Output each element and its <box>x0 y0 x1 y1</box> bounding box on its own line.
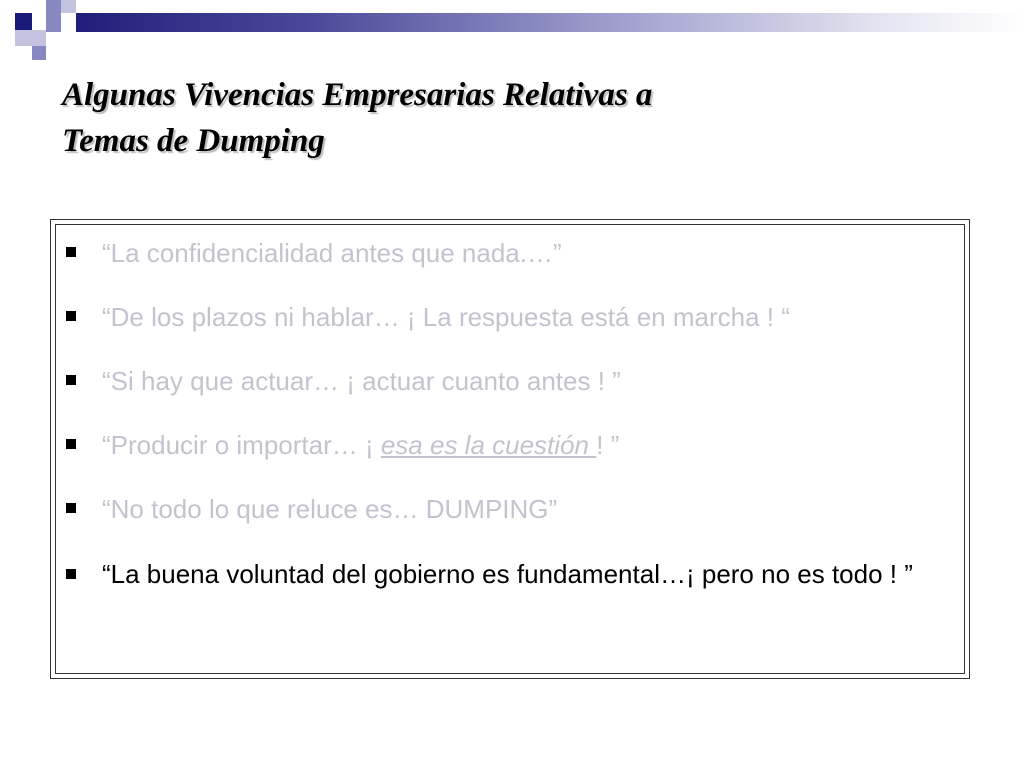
square-bullet-icon <box>66 439 76 449</box>
header-square-light-3 <box>15 30 32 46</box>
square-bullet-icon <box>66 247 76 257</box>
square-bullet-icon <box>66 569 76 579</box>
header-square-light-2 <box>32 30 46 46</box>
bullet-text: “De los plazos ni hablar… ¡ La respuesta está en marcha ! “ <box>102 302 790 332</box>
list-item <box>62 492 942 526</box>
bullet-text-before: “Producir o importar… ¡ <box>102 430 381 460</box>
bullet-text: “No todo lo que reluce es… DUMPING” <box>102 494 558 524</box>
slide-title <box>62 72 652 164</box>
list-item <box>62 428 942 462</box>
list-item <box>62 546 942 603</box>
header-square-mid <box>46 0 61 13</box>
bullet-text-after: ! ” <box>596 430 620 460</box>
list-item <box>62 300 942 334</box>
header-square-mid-3 <box>32 46 46 60</box>
square-bullet-icon <box>66 375 76 385</box>
slide-title-line1: Algunas Vivencias Empresarias Relativas a <box>62 77 653 113</box>
bullet-text: “La buena voluntad del gobierno es fundamental…¡ pero no es todo ! ” <box>102 559 913 589</box>
square-bullet-icon <box>66 311 76 321</box>
bullet-text-emphasis: esa es la cuestión <box>380 430 597 460</box>
bullet-text: “La confidencialidad antes que nada.…” <box>102 238 562 268</box>
header-square-mid-2 <box>46 13 61 32</box>
square-bullet-icon <box>66 503 76 513</box>
list-item <box>62 236 942 270</box>
bullet-text: “Si hay que actuar… ¡ actuar cuanto antes ! ” <box>102 366 621 396</box>
header-square-dark <box>15 13 32 30</box>
slide-title-line2: Temas de Dumping <box>62 123 325 159</box>
list-item <box>62 364 942 398</box>
bullet-list <box>62 236 942 633</box>
header-gradient-bar <box>76 13 1024 32</box>
header-square-light <box>61 0 76 13</box>
